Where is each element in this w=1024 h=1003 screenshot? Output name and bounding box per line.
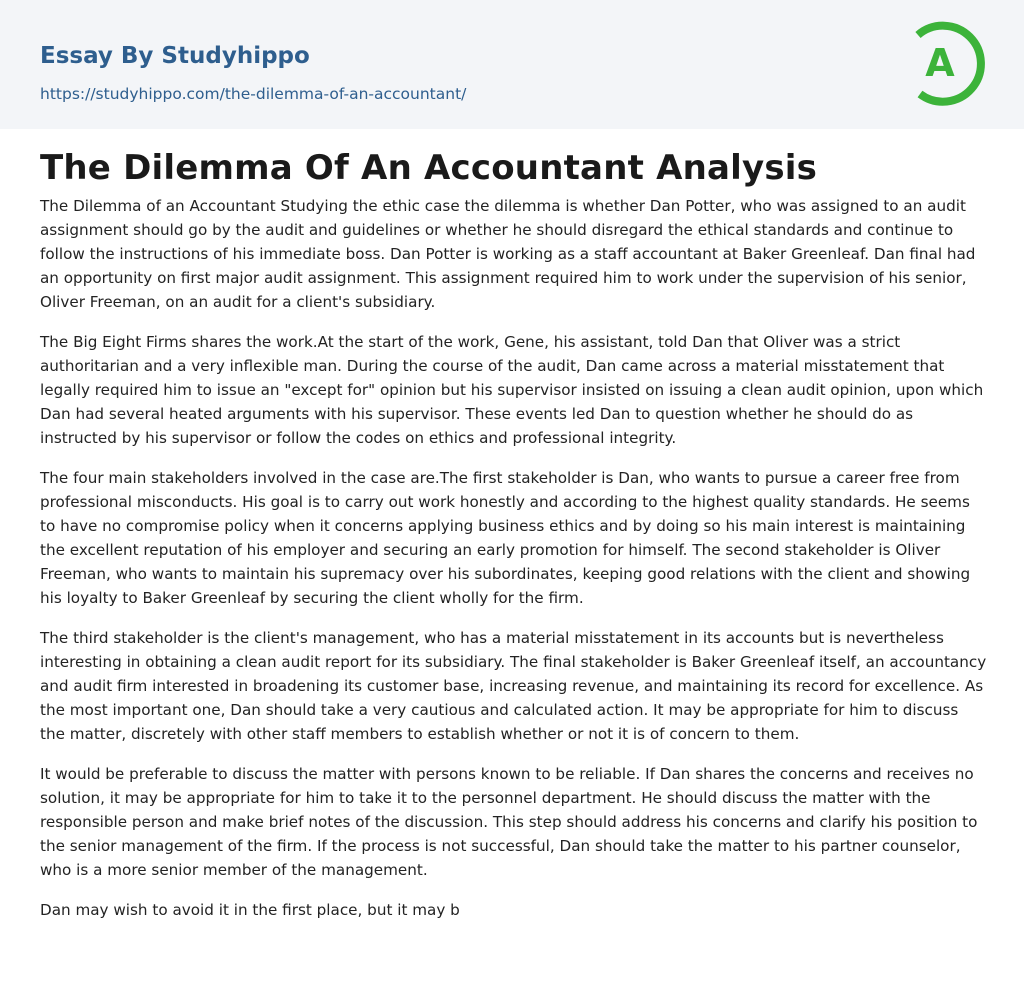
paragraph: Dan may wish to avoid it in the first place, but it may b bbox=[40, 901, 460, 919]
paragraph: The Dilemma of an Accountant Studying the ethic case the dilemma is whether Dan Potter, who was assigned to an audit assignment should go by the audit and guidelines or whether he should disregard the ethical standards and continue to follow the instructions of his immediate boss. Dan Potter is working as a staff accountant at Baker Greenleaf. Dan final had an opportunity on first major audit assignment. This assignment required him to work under the supervision of his senior, Oliver Freeman, on an audit for a client's subsidiary. bbox=[40, 197, 976, 311]
article-body bbox=[40, 194, 988, 938]
paragraph: The Big Eight Firms shares the work.At the start of the work, Gene, his assistant, told Dan that Oliver was a strict authoritarian and a very inflexible man. During the course of the audit, Dan came across a material misstatement that legally required him to issue an "except for" opinion but his supervisor insisted on issuing a clean audit opinion, upon which Dan had several heated arguments with his supervisor. These events led Dan to question whether he should do as instructed by his supervisor or follow the codes on ethics and professional integrity. bbox=[40, 333, 984, 447]
brand-name[interactable]: Essay By Studyhippo bbox=[40, 43, 310, 69]
page-title: The Dilemma Of An Accountant Analysis bbox=[40, 148, 818, 188]
paragraph: The third stakeholder is the client's management, who has a material misstatement in its accounts but is nevertheless interesting in obtaining a clean audit report for its subsidiary. The final stakeholder is Baker Greenleaf itself, an accountancy and audit firm interested in broadening its customer base, increasing revenue, and maintaining its record for excellence. As the most important one, Dan should take a very cautious and calculated action. It may be appropriate for him to discuss the matter, discretely with other staff members to establish whether or not it is of concern to them. bbox=[40, 629, 987, 743]
logo-a-icon bbox=[909, 18, 989, 106]
paragraph: It would be preferable to discuss the matter with persons known to be reliable. If Dan shares the concerns and receives no solution, it may be appropriate for him to take it to the personnel department. He should discuss the matter with the responsible person and make brief notes of the discussion. This step should address his concerns and clarify his position to the senior management of the firm. If the process is not successful, Dan should take the matter to his partner counselor, who is a more senior member of the management. bbox=[40, 765, 978, 879]
studyhippo-logo[interactable] bbox=[909, 18, 989, 106]
essay-url-link[interactable]: https://studyhippo.com/the-dilemma-of-an-accountant/ bbox=[40, 85, 467, 103]
logo-letter: A bbox=[925, 41, 955, 85]
paragraph: The four main stakeholders involved in the case are.The first stakeholder is Dan, who wants to pursue a career free from professional misconducts. His goal is to carry out work honestly and according to the highest quality standards. He seems to have no compromise policy when it concerns applying business ethics and by doing so his main interest is maintaining the excellent reputation of his employer and securing an early promotion for himself. The second stakeholder is Oliver Freeman, who wants to maintain his supremacy over his subordinates, keeping good relations with the client and showing his loyalty to Baker Greenleaf by securing the client wholly for the firm. bbox=[40, 469, 971, 607]
